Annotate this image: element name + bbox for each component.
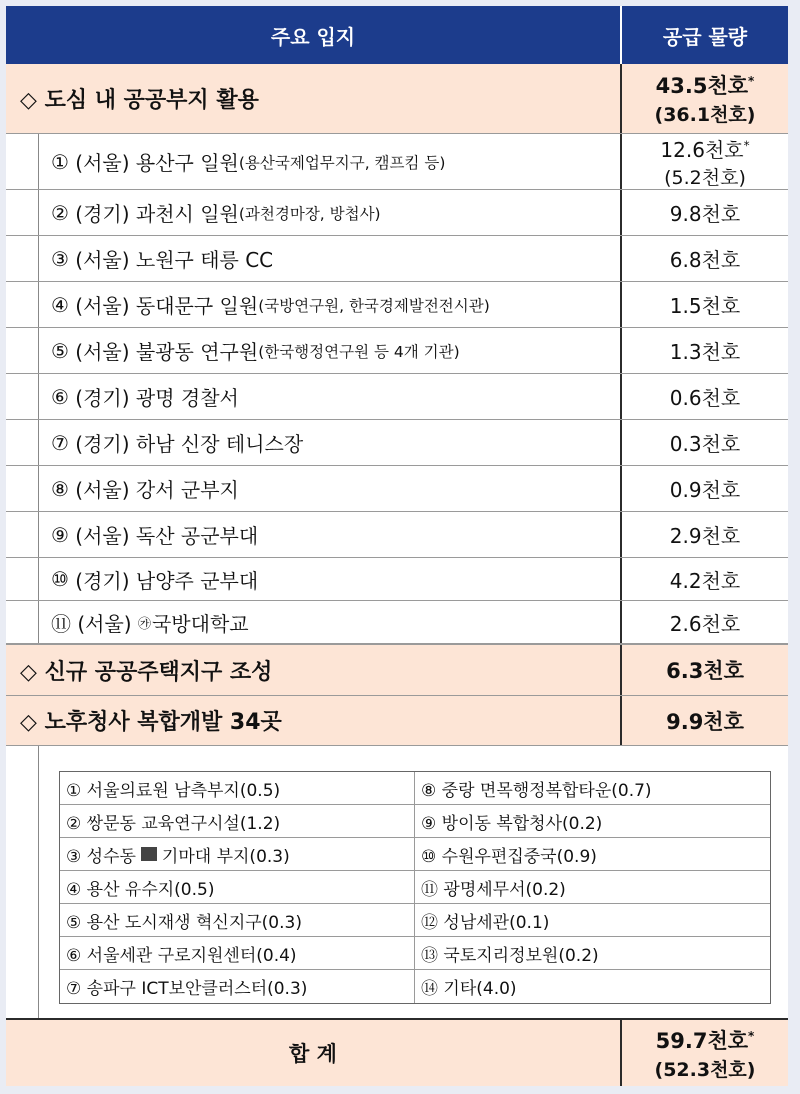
- row-name: 강서 군부지: [135, 478, 239, 502]
- row-number: ⑩: [51, 567, 69, 591]
- detail-item: ⑦ 송파구 ICT보안클러스터(0.3): [60, 970, 415, 1003]
- row-name: 독산 공군부대: [135, 524, 259, 548]
- supply-table: [6, 6, 788, 1086]
- row-label: [38, 558, 620, 600]
- detail-row: [60, 937, 770, 970]
- row-value: 1.5천호: [620, 282, 788, 327]
- row-name: 노원구 태릉 CC: [135, 248, 274, 272]
- detail-row: [60, 838, 770, 871]
- row-region: (서울): [75, 151, 130, 175]
- row-label: [38, 601, 620, 643]
- value-secondary: (52.3천호): [654, 1058, 756, 1081]
- row-number: ⑤: [51, 338, 69, 363]
- row-label: [38, 328, 620, 373]
- row-label: [38, 466, 620, 511]
- row-region: (서울): [75, 340, 130, 364]
- row-value: 0.3천호: [620, 420, 788, 465]
- detail-row: [60, 772, 770, 805]
- category-value: 9.9천호: [620, 696, 788, 745]
- detail-item: [60, 838, 415, 870]
- total-row: [6, 1018, 788, 1086]
- table-row: [6, 512, 788, 558]
- table-row: [6, 236, 788, 282]
- row-region: (서울): [75, 248, 130, 272]
- table-row: [6, 282, 788, 328]
- row-number: ⑪: [51, 611, 71, 636]
- row-value: 1.3천호: [620, 328, 788, 373]
- row-label: [38, 374, 620, 419]
- table-row: [6, 420, 788, 466]
- value-main: 43.5천호: [655, 74, 749, 98]
- row-number: ⑥: [51, 384, 69, 409]
- row-note: (한국행정연구원 등 4개 기관): [258, 342, 460, 361]
- row-value: 0.9천호: [620, 466, 788, 511]
- detail-row: [60, 970, 770, 1003]
- row-number: ①: [51, 149, 69, 174]
- row-name: 광명 경찰서: [135, 386, 239, 410]
- row-value: 4.2천호: [620, 558, 788, 600]
- detail-item: ⑪ 광명세무서(0.2): [421, 879, 566, 900]
- asterisk: *: [743, 137, 750, 152]
- row-name: 동대문구 일원: [135, 294, 259, 318]
- row-note: (국방연구원, 한국경제발전전시관): [258, 296, 490, 315]
- detail-row: [60, 904, 770, 937]
- detail-item: ⑩ 수원우편집중국(0.9): [421, 846, 597, 867]
- row-region: (경기): [75, 568, 130, 593]
- illegible-glyph: [141, 847, 157, 861]
- table-row: [6, 558, 788, 601]
- row-region: (서울): [75, 478, 130, 502]
- header-location: 주요 입지: [270, 24, 356, 49]
- table-row: [6, 466, 788, 512]
- category-value: 6.3천호: [620, 645, 788, 695]
- row-label: [38, 420, 620, 465]
- value-main: 12.6천호: [660, 137, 744, 162]
- row-label: [38, 236, 620, 281]
- row-label: [38, 190, 620, 235]
- row-region: (경기): [75, 202, 130, 226]
- category-old-office-redevelopment: [6, 696, 788, 746]
- row-number: ⑨: [51, 522, 69, 547]
- row-number: ⑦: [51, 430, 69, 455]
- value-main: 59.7천호: [655, 1028, 749, 1053]
- row-name: 불광동 연구원: [135, 340, 259, 364]
- category-urban-land: [6, 64, 788, 134]
- row-label: [38, 512, 620, 557]
- detail-item: ① 서울의료원 남측부지(0.5): [60, 772, 415, 804]
- row-value: 2.6천호: [620, 601, 788, 643]
- row-label: [38, 134, 620, 189]
- detail-item: ⑫ 성남세관(0.1): [421, 912, 550, 933]
- row-number: ⑧: [51, 476, 69, 501]
- detail-item: ⑨ 방이동 복합청사(0.2): [421, 813, 603, 834]
- detail-item: ⑥ 서울세관 구로지원센터(0.4): [60, 937, 415, 969]
- row-number: ③: [51, 246, 69, 271]
- row-region: (경기): [75, 386, 130, 410]
- row-note: (과천경마장, 방첩사): [238, 204, 381, 223]
- row-region: (서울): [77, 611, 132, 636]
- detail-item: ② 쌍문동 교육연구시설(1.2): [60, 805, 415, 837]
- value-secondary: (36.1천호): [654, 104, 756, 126]
- category-label: ◇ 신규 공공주택지구 조성: [20, 659, 273, 685]
- header-supply: 공급 물량: [620, 6, 788, 64]
- row-region: (서울): [75, 294, 130, 318]
- table-row: [6, 601, 788, 644]
- row-value: [620, 134, 788, 189]
- total-value: [620, 1020, 788, 1086]
- category-label: ◇ 노후청사 복합개발 34곳: [20, 710, 282, 735]
- row-note: (용산국제업무지구, 캠프킴 등): [238, 153, 446, 172]
- row-name: 국방대학교: [151, 611, 249, 636]
- asterisk: *: [748, 1028, 755, 1043]
- detail-item: ⑬ 국토지리정보원(0.2): [421, 945, 599, 966]
- detail-section: [38, 746, 789, 1018]
- detail-table: [59, 771, 771, 1004]
- row-region: (서울): [75, 524, 130, 548]
- row-region: (경기): [75, 432, 130, 456]
- asterisk: *: [748, 74, 755, 88]
- total-label: 합 계: [289, 1042, 337, 1066]
- row-number: ④: [51, 292, 69, 317]
- detail-item-head: ③ 성수동: [66, 846, 136, 867]
- detail-item: ⑤ 용산 도시재생 혁신지구(0.3): [60, 904, 415, 936]
- detail-item-tail: 기마대 부지(0.3): [161, 846, 290, 867]
- row-number: ②: [51, 200, 69, 225]
- table-header: [6, 6, 788, 64]
- footnote-marker: ㉮: [137, 616, 151, 632]
- table-row: [6, 374, 788, 420]
- row-value: 6.8천호: [620, 236, 788, 281]
- detail-item: ⑭ 기타(4.0): [421, 979, 517, 999]
- row-value: 0.6천호: [620, 374, 788, 419]
- detail-row: [60, 805, 770, 838]
- row-value: 2.9천호: [620, 512, 788, 557]
- category-value: [620, 64, 788, 133]
- row-name: 남양주 군부대: [135, 568, 259, 593]
- detail-item: ④ 용산 유수지(0.5): [60, 871, 415, 903]
- category-new-district: [6, 644, 788, 696]
- category-label: ◇ 도심 내 공공부지 활용: [20, 88, 259, 113]
- table-row: [6, 134, 788, 190]
- row-value: 9.8천호: [620, 190, 788, 235]
- detail-item: ⑧ 중랑 면목행정복합타운(0.7): [421, 780, 652, 801]
- row-name: 하남 신장 테니스장: [135, 432, 304, 456]
- detail-row: [60, 871, 770, 904]
- table-row: [6, 328, 788, 374]
- value-secondary: (5.2천호): [664, 166, 746, 189]
- row-name: 과천시 일원: [135, 202, 239, 226]
- row-label: [38, 282, 620, 327]
- row-name: 용산구 일원: [135, 151, 239, 175]
- table-row: [6, 190, 788, 236]
